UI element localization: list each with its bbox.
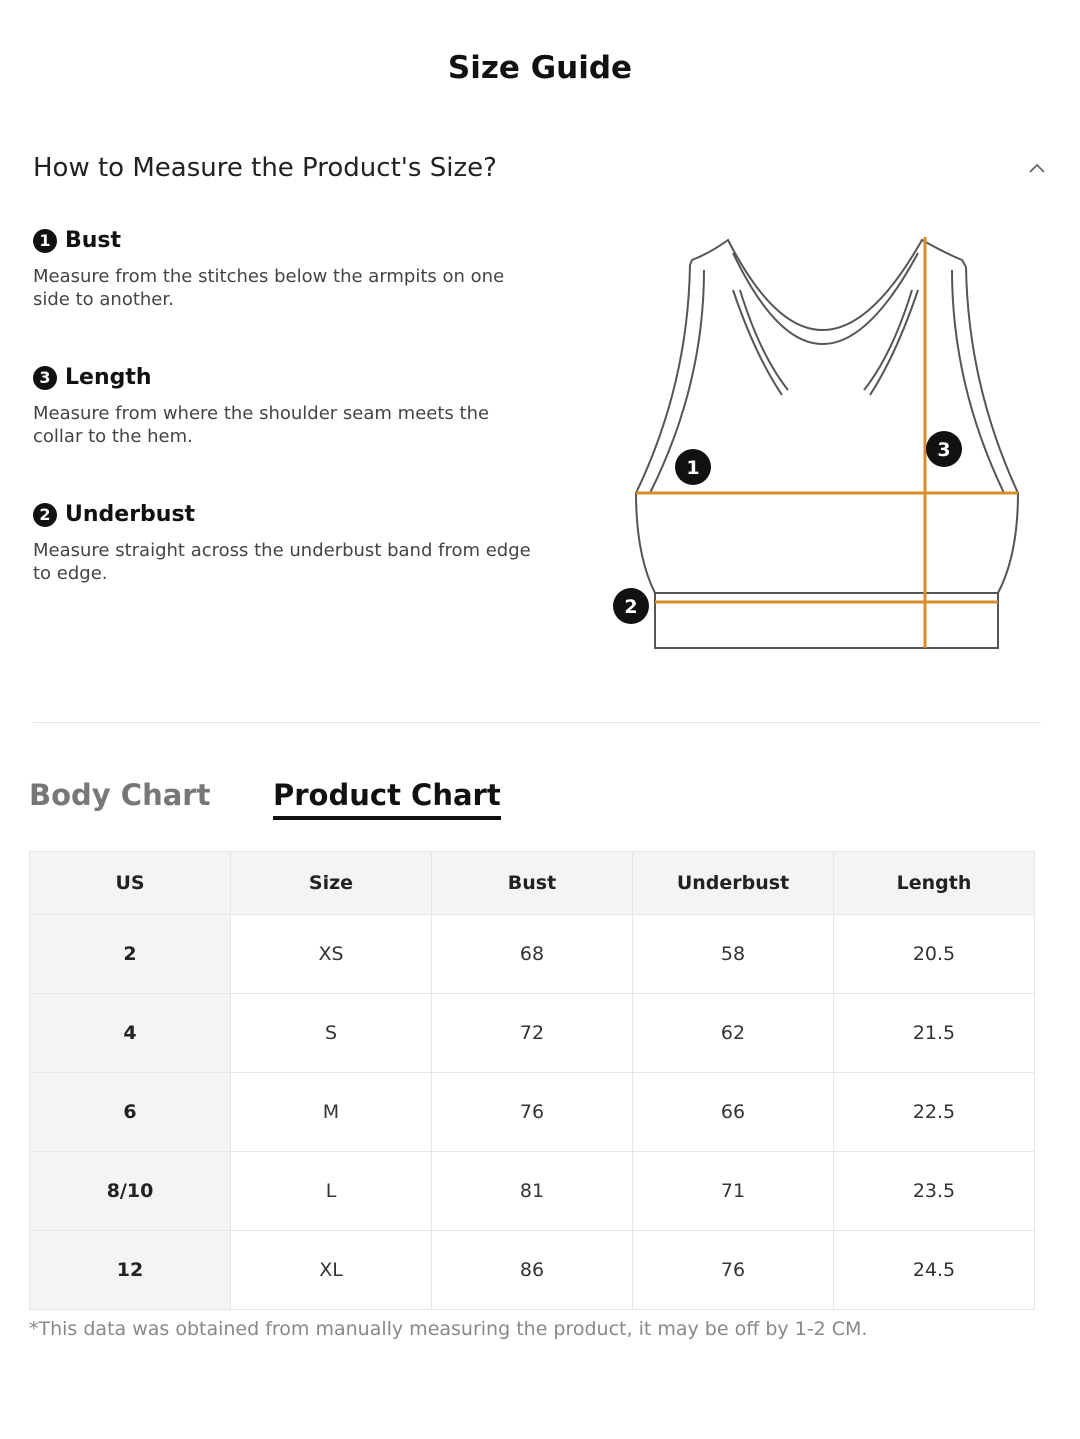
table-cell: 66 [633, 1073, 834, 1152]
measure-description: Measure straight across the underbust band from edge to edge. [33, 540, 531, 584]
sports-bra-diagram [600, 225, 1040, 665]
table-cell: 72 [432, 994, 633, 1073]
table-row [30, 1231, 1035, 1310]
table-cell: 23.5 [834, 1152, 1035, 1231]
table-cell: 4 [30, 994, 231, 1073]
table-cell: 71 [633, 1152, 834, 1231]
measure-item-underbust [33, 502, 543, 585]
measure-name: Underbust [65, 502, 196, 527]
table-row [30, 994, 1035, 1073]
measure-section-header[interactable] [33, 148, 1048, 188]
length-marker: 3 [937, 439, 951, 461]
column-header: Size [231, 852, 432, 915]
section-divider [33, 722, 1041, 723]
measure-description: Measure from the stitches below the armpits on one side to another. [33, 266, 505, 310]
table-cell: M [231, 1073, 432, 1152]
table-cell: S [231, 994, 432, 1073]
measure-name: Length [65, 365, 152, 390]
table-cell: XL [231, 1231, 432, 1310]
footnote: *This data was obtained from manually measuring the product, it may be off by 1-2 CM. [29, 1318, 868, 1340]
table-row [30, 1073, 1035, 1152]
table-cell: 76 [633, 1231, 834, 1310]
tab-body-chart[interactable]: Body Chart [29, 778, 211, 812]
size-table [29, 851, 1035, 1310]
number-badge: 3 [33, 366, 57, 390]
table-cell: 12 [30, 1231, 231, 1310]
table-row [30, 915, 1035, 994]
bust-marker: 1 [686, 457, 700, 479]
underbust-marker: 2 [624, 596, 638, 618]
table-cell: 76 [432, 1073, 633, 1152]
table-cell: 68 [432, 915, 633, 994]
number-badge: 1 [33, 229, 57, 253]
table-cell: 58 [633, 915, 834, 994]
column-header: Bust [432, 852, 633, 915]
table-cell: 81 [432, 1152, 633, 1231]
number-badge: 2 [33, 503, 57, 527]
measure-section-title: How to Measure the Product's Size? [33, 153, 497, 183]
table-cell: XS [231, 915, 432, 994]
chevron-up-icon[interactable] [1026, 157, 1048, 179]
table-cell: 8/10 [30, 1152, 231, 1231]
table-header-row [30, 852, 1035, 915]
measure-name: Bust [65, 228, 122, 253]
measure-description: Measure from where the shoulder seam meets the collar to the hem. [33, 403, 490, 447]
tab-product-chart[interactable]: Product Chart [273, 778, 501, 820]
measure-item-bust [33, 228, 543, 311]
column-header: Underbust [633, 852, 834, 915]
table-cell: 62 [633, 994, 834, 1073]
page-title: Size Guide [447, 50, 633, 86]
table-cell: 2 [30, 915, 231, 994]
table-cell: 21.5 [834, 994, 1035, 1073]
table-cell: L [231, 1152, 432, 1231]
measure-item-length [33, 365, 543, 448]
table-cell: 20.5 [834, 915, 1035, 994]
table-cell: 24.5 [834, 1231, 1035, 1310]
table-row [30, 1152, 1035, 1231]
table-cell: 22.5 [834, 1073, 1035, 1152]
column-header: US [30, 852, 231, 915]
table-cell: 6 [30, 1073, 231, 1152]
table-cell: 86 [432, 1231, 633, 1310]
column-header: Length [834, 852, 1035, 915]
